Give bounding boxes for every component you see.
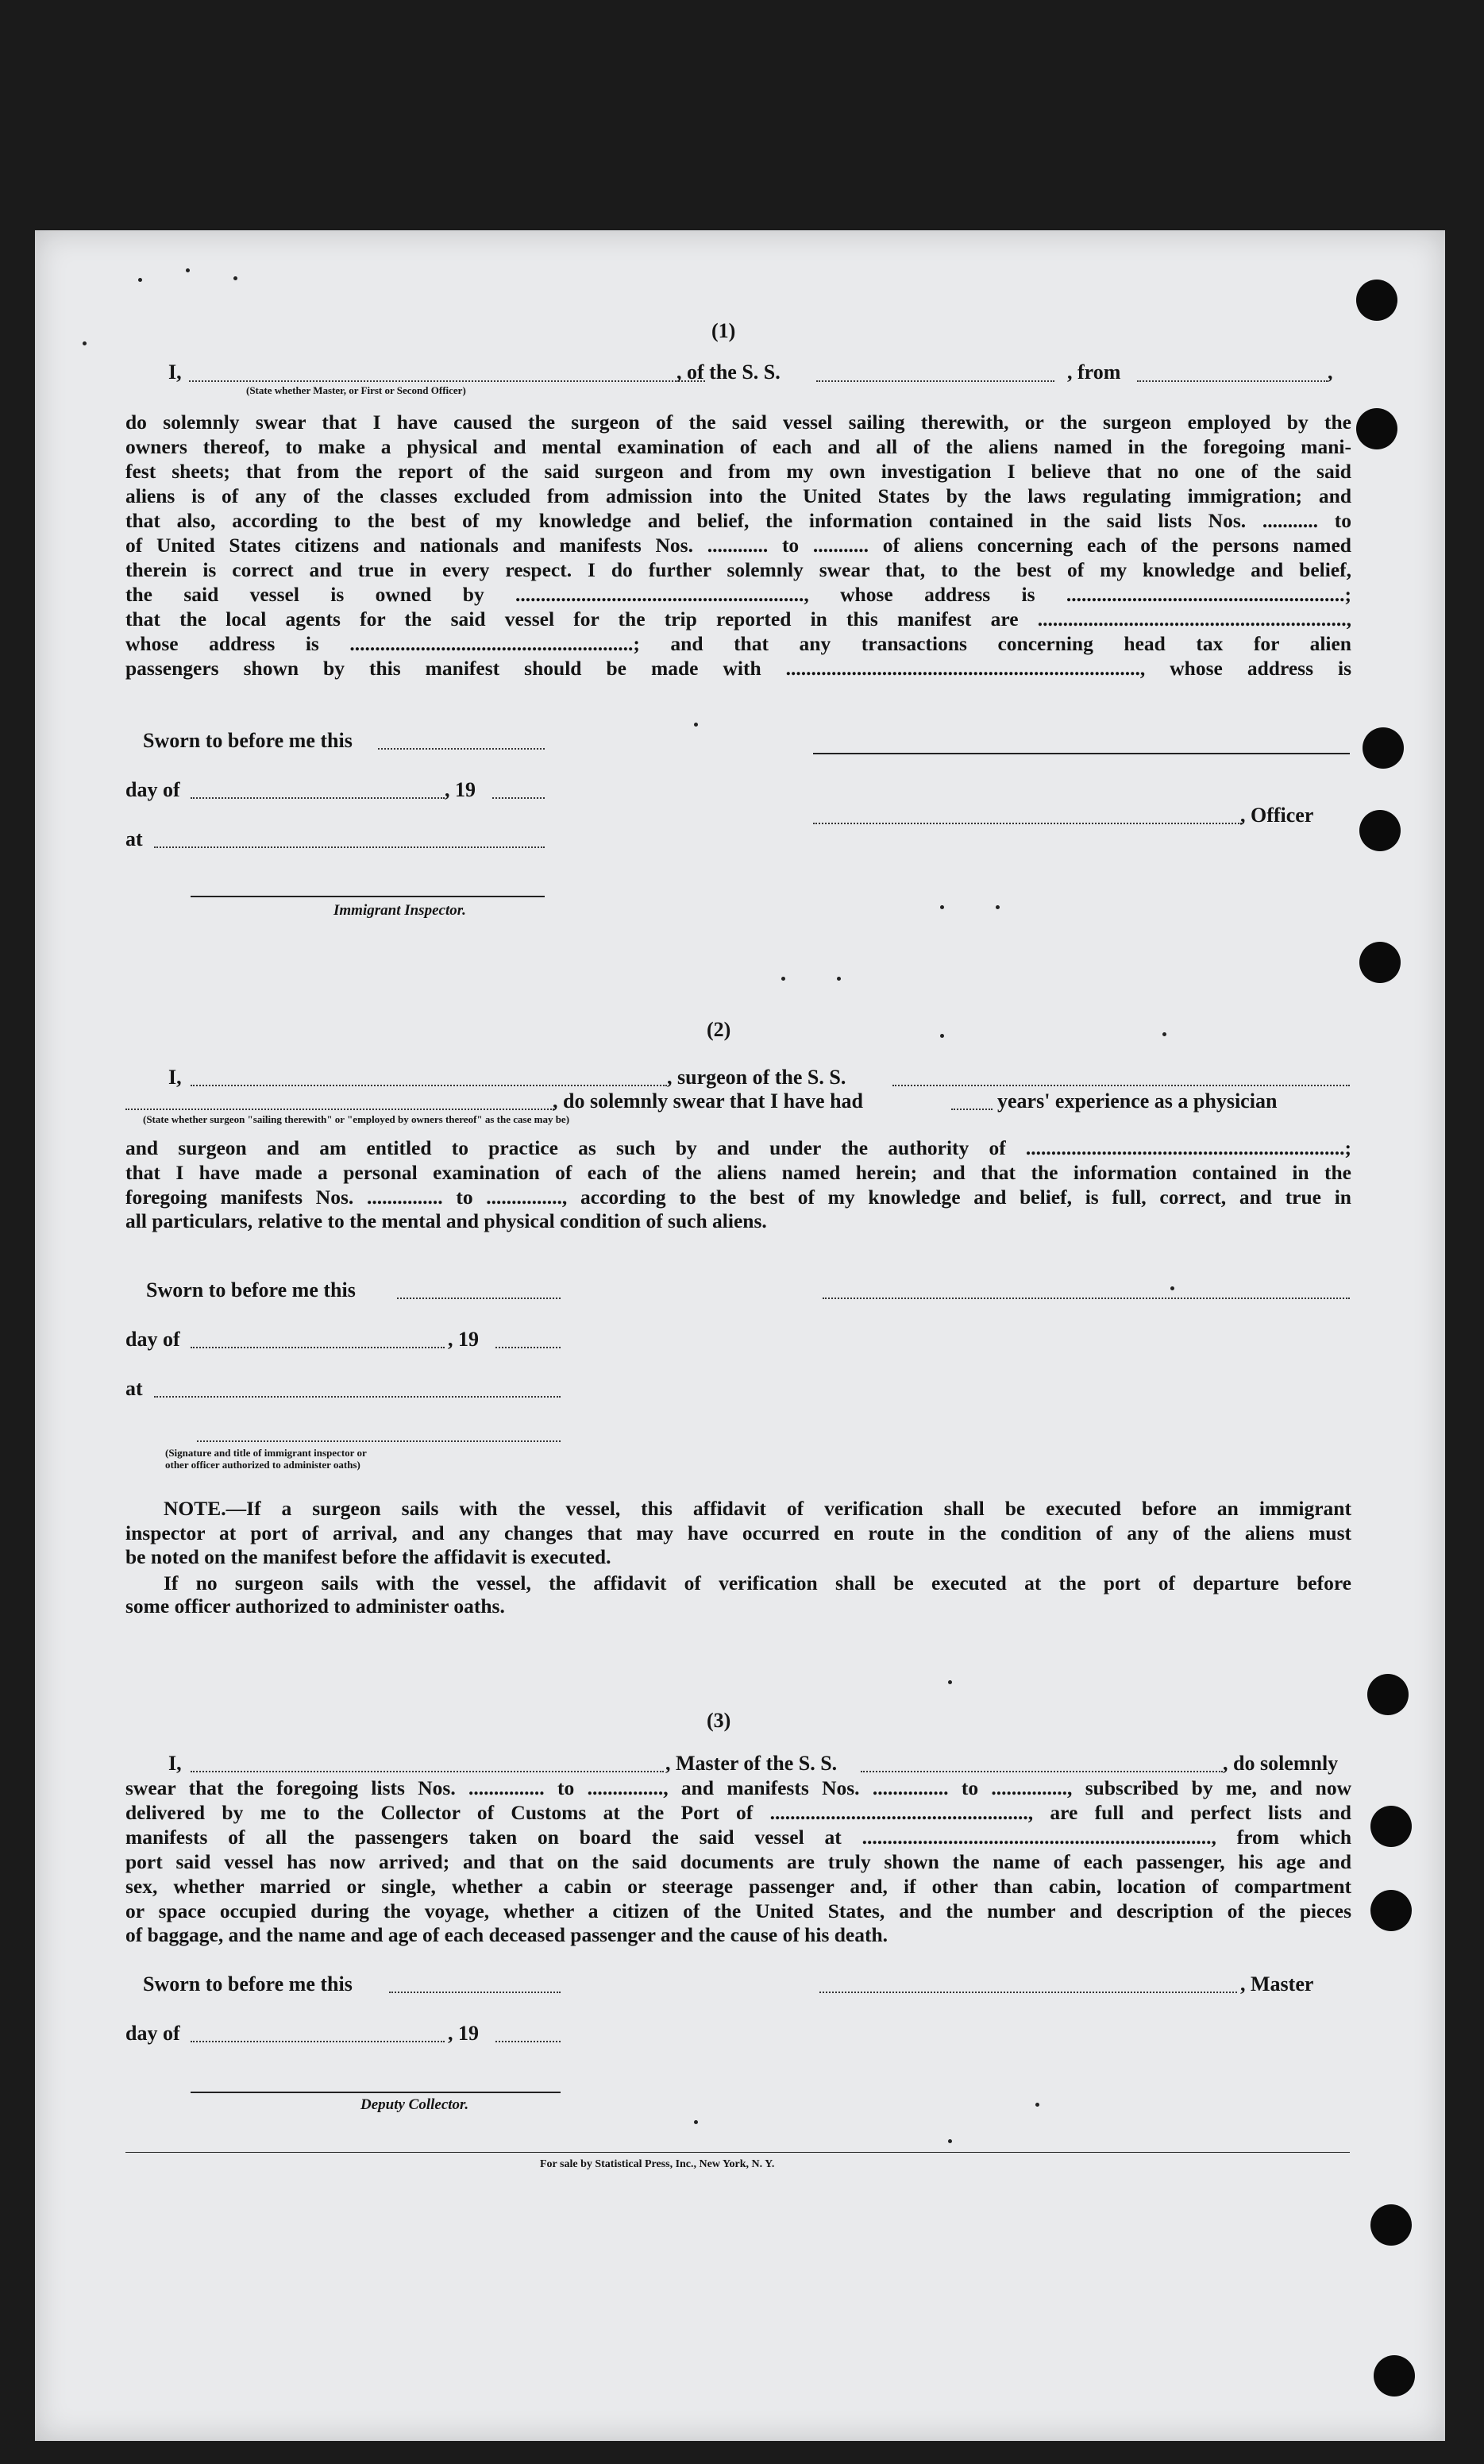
officer-line[interactable]	[813, 823, 1242, 824]
master-signature-line[interactable]	[819, 1992, 1237, 1993]
from-field-line[interactable]	[1137, 380, 1328, 382]
section-1-number: (1)	[711, 319, 736, 342]
sworn-label: Sworn to before me this	[143, 729, 353, 752]
from-label: , from	[1067, 361, 1121, 384]
punch-hole	[1356, 408, 1397, 449]
role-hint: (State whether Master, or First or Second Officer)	[246, 384, 466, 396]
name-field-line[interactable]	[189, 380, 705, 382]
punch-hole	[1367, 1674, 1409, 1715]
punch-hole	[1370, 2204, 1412, 2246]
inspector-label: Immigrant Inspector.	[333, 902, 466, 919]
punch-hole	[1363, 727, 1404, 769]
punch-hole	[1359, 810, 1401, 851]
officer-label: , Officer	[1240, 804, 1314, 827]
printer-imprint: For sale by Statistical Press, Inc., New York, N. Y.	[540, 2158, 775, 2170]
section-1-oath: do solemnly swear that I have caused the surgeon of the said vessel sailing therewith, or the surgeon employed by the owners thereof, to make a physical and mental examination of each and all of the aliens named in the foregoing mani- fest sheets; that from the report of the said surgeon and from my own investigation I believe that no one of the said aliens is of any of the classes excluded from admission into the United States by the laws regulating immigration; and that also, according to the best of my knowledge and belief, the information contained in the said lists Nos. ........... to of United States citizens and nationals and manifests Nos. ............ to ........... of aliens concerning each of the persons named therein is correct and true in every respect. I do further solemnly swear that, to the best of my knowledge and belief, the said vessel is owned by ........................................................., whose address is .......................................................; that the local agents for the said vessel for the trip reported in this manifest are ............................................................., whose address is ........................................................; and that any transactions concerning head tax for alien passengers shown by this manifest should be made with ......................................................................, whose address is	[125, 411, 1351, 680]
signature-line[interactable]	[813, 753, 1350, 754]
footer-rule	[125, 2152, 1350, 2153]
note-paragraph: NOTE.—If a surgeon sails with the vessel, this affidavit of verification shall be executed before an immigrant inspector at port of arrival, and any changes that may have occurred en route in the condition of any of the aliens must	[125, 1497, 1351, 1544]
vessel-field-line[interactable]	[816, 380, 1054, 382]
surgeon-signature-line[interactable]	[823, 1298, 1350, 1299]
punch-hole	[1356, 280, 1397, 321]
section-2-number: (2)	[707, 1018, 731, 1041]
section-2-oath: and surgeon and am entitled to practice as such by and under the authority of ...............................................................; that I have made a personal examination of each of the aliens named herein; and that the information contained in the foregoing manifests Nos. ............... to ..............., according to the best of my knowledge and belief, is full, correct, and true in	[125, 1136, 1351, 1209]
form-page: (1) I, (State whether Master, or First or Second Officer) , of the S. S. , from , do solemnly swear that I have caused the surgeon of the said vessel sailing therewith, or the surgeon employed by the owners thereof, to make a physical and mental examination of each and all of the aliens named in the foregoing mani- fest sheets; that from the report of the said surgeon and from my own investigation I believe that no one of the said aliens is of any of the classes excluded from admission into the United States by the laws regulating immigration; and that also, according to the best of my knowledge and belief, the information contained in the said lists Nos. ........... to of United States citizens and nationals and manifests Nos. ............ to ........... of aliens concerning each of the persons named therein is correct and true in every respect. I do further solemnly swear that, to the best of my knowledge and belief, the said vessel is owned by ........................................................., whose address is .......................................................; that the local agents for the said vessel for the trip reported in this manifest are ............................................................., whose address is ........................................................; and that any transactions concerning head tax for alien passengers shown by this manifest should be made with ......................................................................, whose address is Sworn to before me this day of , 19 , Officer at Immigrant Inspector. (2) I, , surgeon of the S. S. , do solemnly swear that I have had years' experience as a physician (State whether surgeon "sailing therewith" or "employed by owners thereof" as the case may be) and surgeon and am entitled to practice as such by and under the authority of ...............................................................; that I have made a personal examination of each of the aliens named herein; and that the information contained in the foregoing manifests Nos. ............... to ..............., according to the best of my knowledge and belief, is full, correct, and true in all particulars, relative to the mental and physical condition of such aliens. Sworn to before me this day of , 19 at (Signature and title of immigrant inspector or other officer authorized to administer oaths) NOTE.—If a surgeon sails with the vessel, this affidavit of verification shall be executed before an immigrant inspector at port of arrival, and any changes that may have occurred en route in the condition of any of the aliens must be noted on the manifest before the affidavit is executed. If no surgeon sails with the vessel, the affidavit of verification shall be executed at the port of departure before some officer authorized to administer oaths. (3) I, , Master of the S. S. , do solemnly swear that the foregoing lists Nos. ............... to ..............., and manifests Nos. ............... to ..............., subscribed by me, and now delivered by me to the Collector of Customs at the Port of ..................................................., are full and perfect lists and manifests of all the passengers taken on board the said vessel at ....................................................................., from which port said vessel has now arrived; and that on the said documents are truly shown the name of each passenger, his age and sex, whether married or single, whether a cabin or steerage passenger and, if other than cabin, location of compartment or space occupied during the voyage, whether a citizen of the United States, and the number and description of the pieces of baggage, and the name and age of each deceased passenger and the cause of his death. Sworn to before me this , Master day of , 19 Deputy Collector. For sale by Statistical Press, Inc., New York, N. Y.	[35, 230, 1445, 2441]
collector-label: Deputy Collector.	[360, 2096, 469, 2113]
section-3-oath: swear that the foregoing lists Nos. ............... to ..............., and manifests Nos. ............... to ..............., subscribed by me, and now delivered by me to the Collector of Customs at the Port of ..................................................., are full and perfect lists and manifests of all the passengers taken on board the said vessel at ....................................................................., from which port said vessel has now arrived; and that on the said documents are truly shown the name of each passenger, his age and sex, whether married or single, whether a cabin or steerage passenger and, if other than cabin, location of compartment or space occupied during the voyage, whether a citizen of the United States, and the number and description of the pieces	[125, 1776, 1351, 1922]
section-1-i: I,	[168, 361, 182, 384]
punch-hole	[1374, 2355, 1415, 2397]
section-3-number: (3)	[707, 1709, 731, 1732]
punch-hole	[1370, 1806, 1412, 1847]
punch-hole	[1370, 1890, 1412, 1931]
of-ss-label: , of the S. S.	[676, 361, 781, 384]
punch-hole	[1359, 942, 1401, 983]
surgeon-hint: (State whether surgeon "sailing therewith" or "employed by owners thereof" as the case may be)	[143, 1113, 570, 1125]
